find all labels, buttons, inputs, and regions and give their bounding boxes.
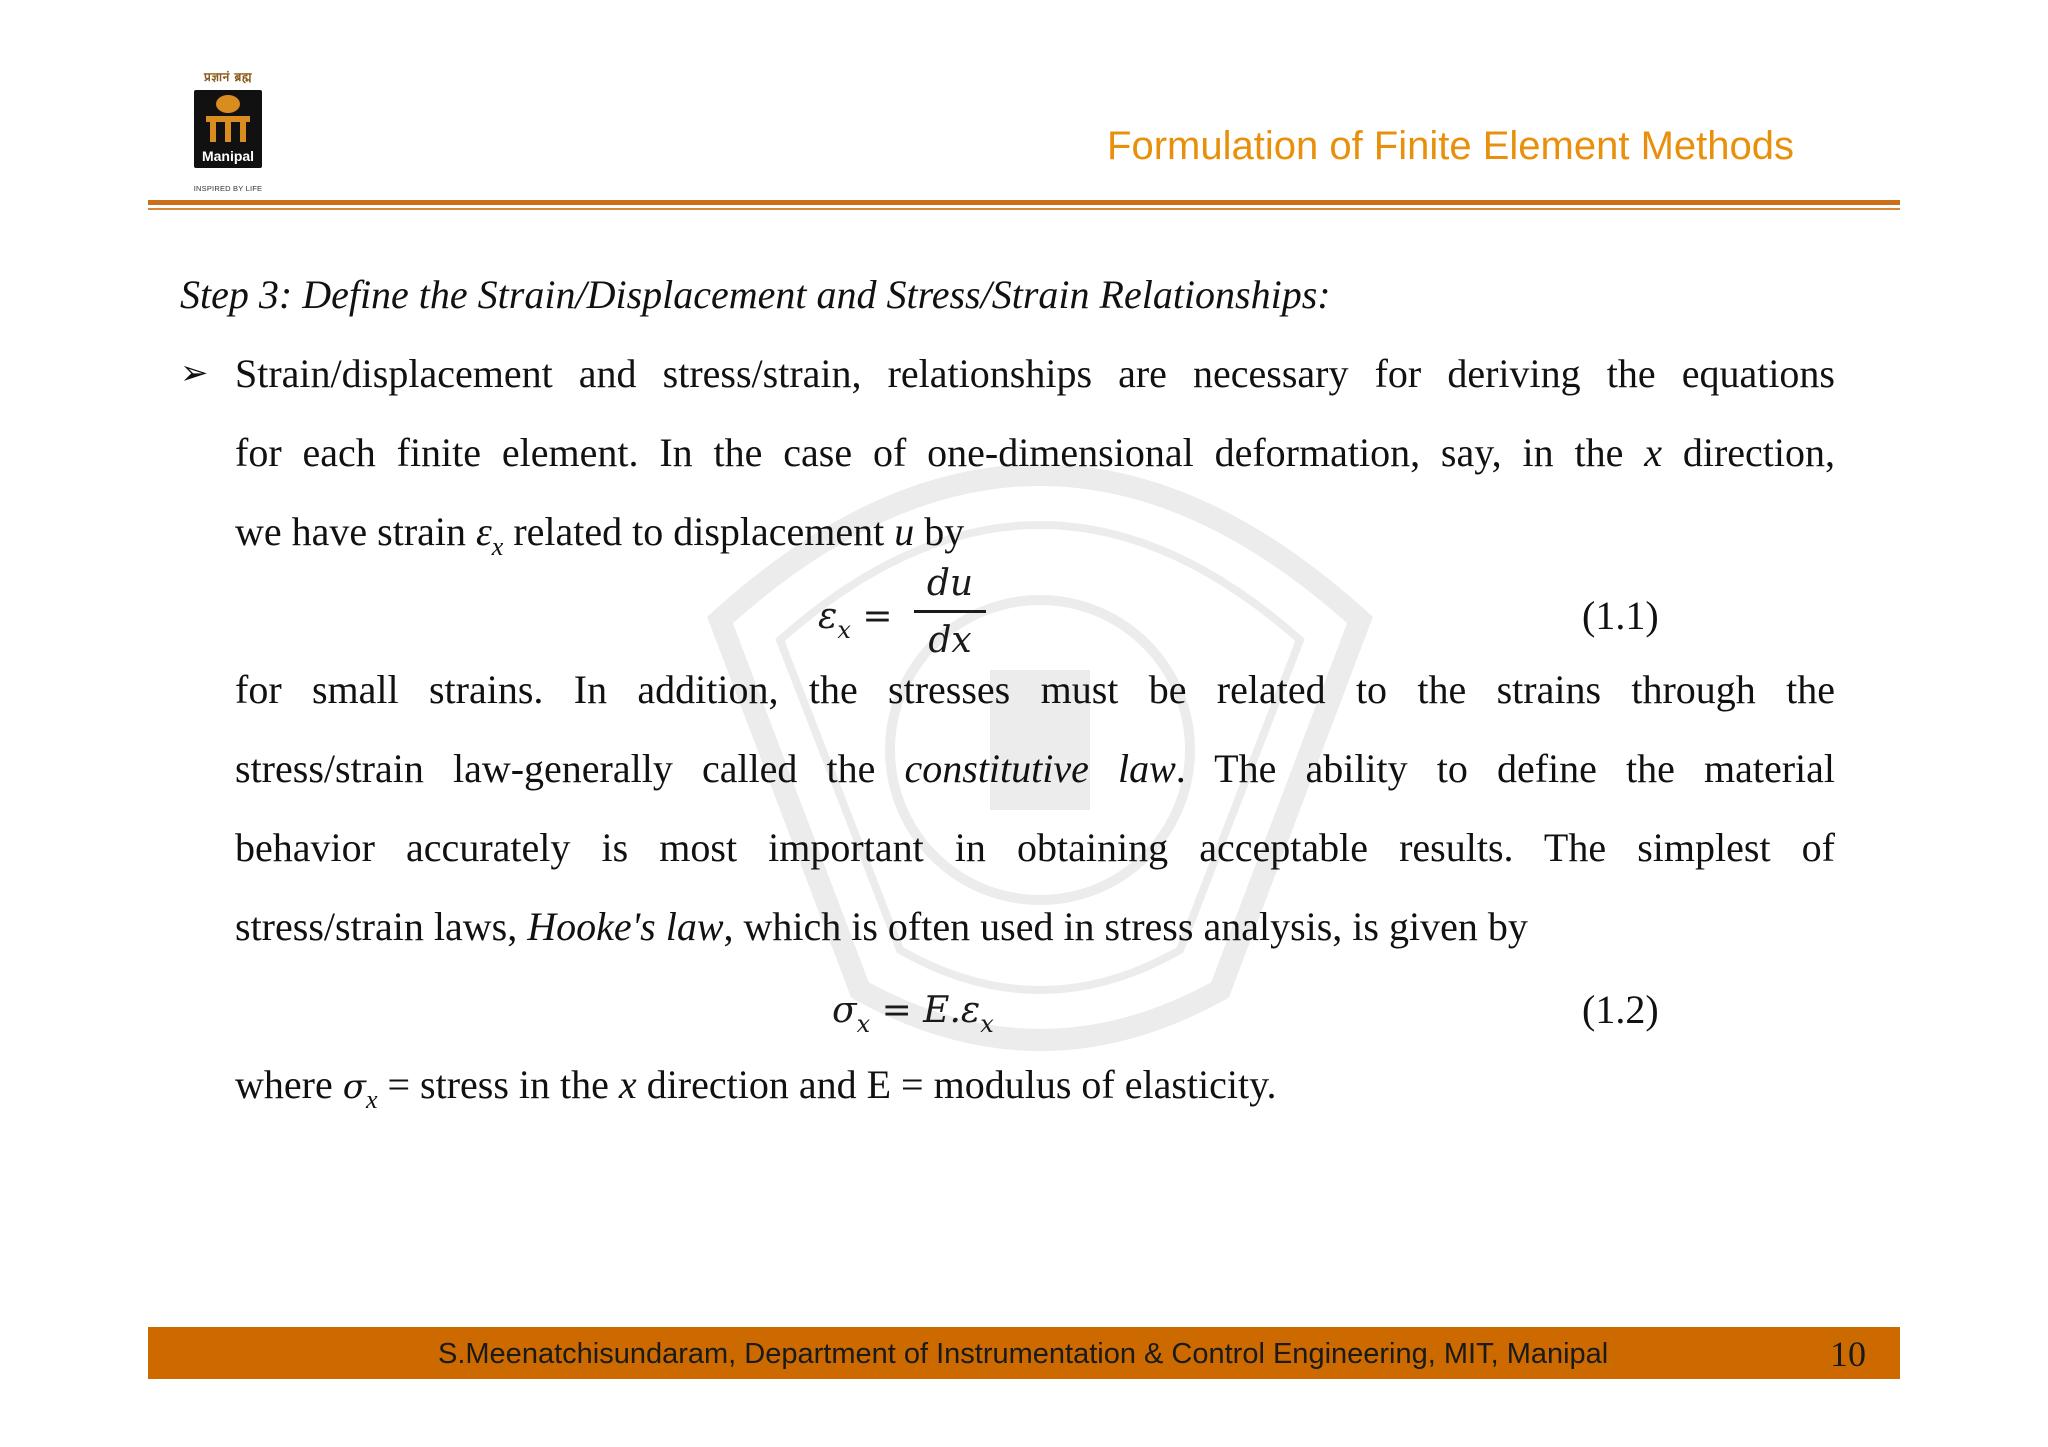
logo-tagline: INSPIRED BY LIFE	[193, 184, 263, 193]
logo-label: Manipal	[201, 148, 255, 164]
equation-number-1-1: (1.1)	[1582, 593, 1659, 638]
slide-title: Formulation of Finite Element Methods	[1107, 124, 1794, 168]
page-number: 10	[1830, 1334, 1866, 1374]
logo-motto: प्रज्ञानं ब्रह्म	[204, 70, 252, 84]
equation-number-1-2: (1.2)	[1582, 987, 1659, 1032]
institution-seal-watermark	[660, 370, 1420, 1070]
paragraph-line-5: stress/strain law-generally called the constitutive law. The ability to define the material	[235, 746, 1836, 791]
paragraph-line-7: stress/strain laws, Hooke's law, which is often used in stress analysis, is given by	[235, 904, 1528, 949]
header-rule	[148, 200, 1900, 205]
manipal-logo	[188, 68, 268, 194]
paragraph-line-6: behavior accurately is most important in obtaining acceptable results. The simplest of	[235, 825, 1835, 870]
header-rule-thin	[148, 208, 1900, 210]
footer-bar	[148, 1327, 1900, 1379]
bullet-arrow-icon: ➢	[180, 355, 209, 392]
equation-1-1: $\varepsilon_x$ = du dx	[818, 562, 1018, 662]
paragraph-line-1: Strain/displacement and stress/strain, relationships are necessary for deriving the equations	[235, 351, 1835, 396]
paragraph-line-8: where $\sigma_x$ = stress in the x direction and E = modulus of elasticity.	[235, 1062, 1277, 1114]
logo-emblem	[194, 90, 262, 168]
step-heading: Step 3: Define the Strain/Displacement and Stress/Strain Relationships:	[180, 272, 1331, 317]
fraction: du dx	[914, 562, 986, 663]
paragraph-line-3: we have strain $\varepsilon_x$ related to displacement u by	[235, 509, 965, 561]
paragraph-line-2: for each finite element. In the case of one-dimensional deformation, say, in the x direction,	[235, 430, 1836, 475]
emblem-icon	[194, 90, 262, 150]
footer-author: S.Meenatchisundaram, Department of Instrumentation & Control Engineering, MIT, Manipal	[438, 1338, 1609, 1370]
equation-1-2: $\sigma_x = E.\varepsilon_x$	[832, 990, 994, 1038]
paragraph-line-4: for small strains. In addition, the stresses must be related to the strains through the	[235, 667, 1835, 712]
